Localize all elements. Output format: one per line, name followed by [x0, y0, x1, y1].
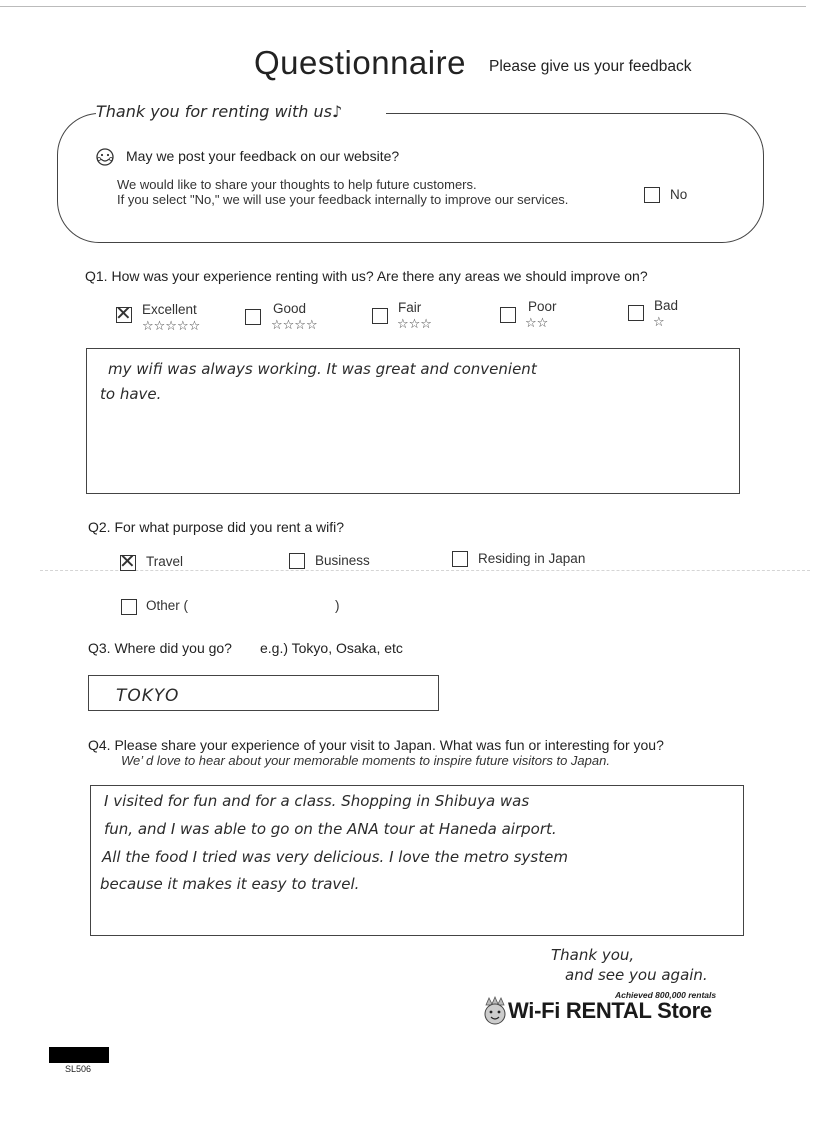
q1-bad-checkbox[interactable] [628, 305, 644, 321]
q1-fair-checkbox[interactable] [372, 308, 388, 324]
q4-answer-line-1: I visited for fun and for a class. Shopping in Shibuya was [104, 792, 530, 810]
q2-business-checkbox[interactable] [289, 553, 305, 569]
q2-question: Q2. For what purpose did you rent a wifi? [88, 519, 345, 535]
q1-excellent-checkbox[interactable] [115, 303, 132, 325]
check-mark-icon: ✕ [115, 303, 132, 325]
q1-poor-stars-icon: ☆☆ [525, 315, 549, 330]
q1-bad-label: Bad [654, 298, 679, 313]
q2-other-checkbox[interactable] [121, 599, 137, 615]
handwritten-thank-you: Thank you, [551, 946, 635, 964]
q2-other-label: Other ( [146, 598, 189, 613]
q1-good-checkbox[interactable] [245, 309, 261, 325]
achieved-rentals-tagline: Achieved 800,000 rentals [615, 990, 717, 1000]
top-rule [0, 6, 806, 7]
check-mark-icon: ✕ [119, 551, 136, 573]
q1-excellent-stars-icon: ☆☆☆☆☆ [142, 318, 201, 333]
q2-business-label: Business [315, 553, 370, 568]
smile-icon [95, 147, 115, 167]
form-code: SL506 [65, 1064, 92, 1074]
handwritten-see-you-again: and see you again. [565, 966, 708, 984]
q1-poor-checkbox[interactable] [500, 307, 516, 323]
redaction-bar [49, 1047, 109, 1063]
q4-answer-line-3: All the food I tried was very delicious. I love the metro system [102, 848, 568, 866]
mascot-logo-icon [480, 995, 510, 1027]
q2-residing-label: Residing in Japan [478, 551, 586, 566]
q2-travel-checkbox[interactable] [119, 551, 136, 573]
handwritten-thanks-header: Thank you for renting with us♪ [96, 102, 343, 121]
q3-question: Q3. Where did you go? [88, 640, 232, 656]
q1-fair-label: Fair [398, 300, 422, 315]
q2-other-close-paren: ) [335, 598, 340, 613]
q4-question: Q4. Please share your experience of your visit to Japan. What was fun or interesting for you? [88, 737, 664, 753]
q2-travel-label: Travel [146, 554, 184, 569]
q3-example: e.g.) Tokyo, Osaka, etc [260, 640, 403, 656]
q4-answer-line-4: because it makes it easy to travel. [100, 875, 360, 893]
page-title: Questionnaire [254, 44, 466, 81]
fold-line [40, 570, 810, 571]
q1-answer-line-1: my wifi was always working. It was great and convenient [108, 360, 537, 378]
wifi-rental-store-logo: Wi-Fi RENTAL Store [508, 998, 712, 1023]
q4-answer-line-2: fun, and I was able to go on the ANA tour at Haneda airport. [104, 820, 557, 838]
page-subtitle: Please give us your feedback [489, 58, 692, 75]
q1-fair-stars-icon: ☆☆☆ [397, 316, 432, 331]
q1-bad-star-icon: ☆ [653, 314, 665, 329]
q1-excellent-label: Excellent [142, 302, 197, 317]
q1-answer-line-2: to have. [100, 385, 162, 403]
no-checkbox[interactable] [644, 187, 660, 203]
q1-question: Q1. How was your experience renting with us? Are there any areas we should improve on? [85, 268, 648, 284]
post-feedback-desc-1: We would like to share your thoughts to help future customers. [117, 177, 477, 192]
post-feedback-question: May we post your feedback on our website? [126, 148, 400, 164]
q4-subtext: We’ d love to hear about your memorable moments to inspire future visitors to Japan. [121, 753, 610, 768]
q1-poor-label: Poor [528, 299, 557, 314]
q1-good-stars-icon: ☆☆☆☆ [271, 317, 318, 332]
q3-answer: TOKYO [116, 686, 180, 706]
no-checkbox-label: No [670, 187, 688, 202]
q1-good-label: Good [273, 301, 307, 316]
q2-residing-checkbox[interactable] [452, 551, 468, 567]
post-feedback-desc-2: If you select "No," we will use your feedback internally to improve our services. [117, 192, 569, 207]
